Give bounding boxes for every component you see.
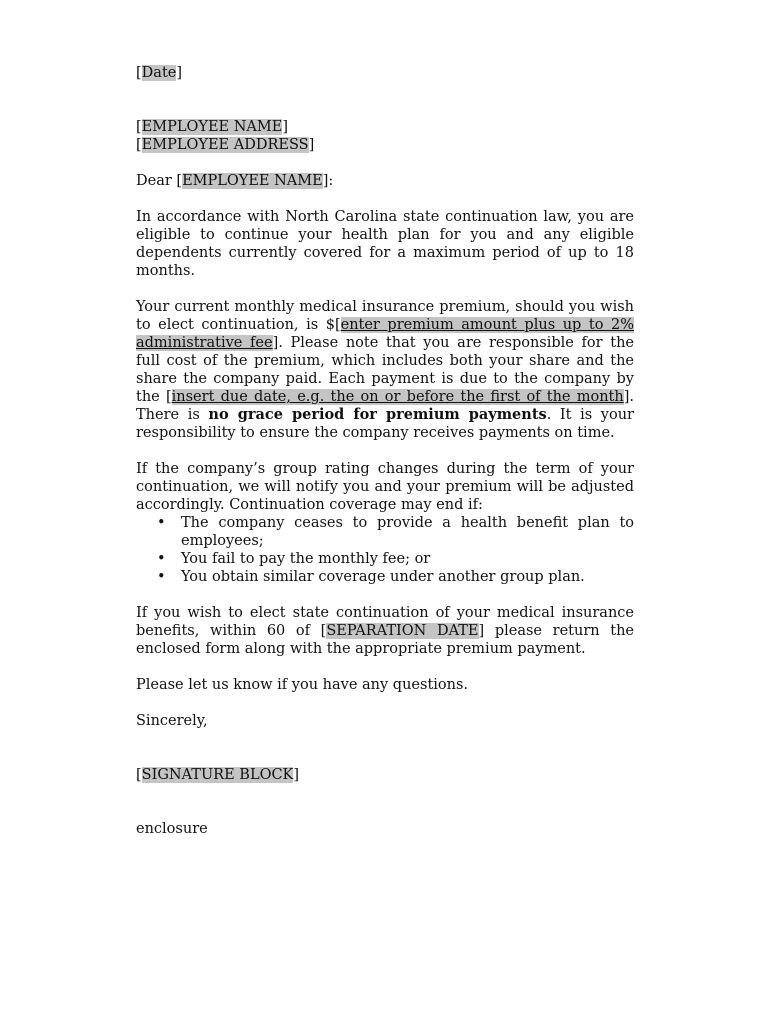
signature-placeholder: SIGNATURE BLOCK: [141, 767, 294, 783]
spacer: [136, 190, 634, 208]
bullet-icon: •: [157, 569, 166, 585]
enclosure-note: enclosure: [136, 821, 208, 837]
date-line: [Date]: [136, 65, 183, 81]
list-item: [136, 514, 634, 550]
date-placeholder: Date: [141, 65, 177, 81]
list-item-text: You fail to pay the monthly fee; or: [181, 551, 431, 567]
premium-text-3: ]. There is: [136, 389, 635, 423]
premium-text-4: . It is your responsibility to ensure the company receives payments on time.: [136, 407, 634, 441]
paragraph-rating-changes: If the company’s group rating changes during the term of your continuation, we will notify you and your premium will be adjusted accordingly. Continuation coverage may end if:: [136, 461, 634, 513]
bullet-icon: •: [157, 515, 166, 531]
salutation: [136, 172, 634, 190]
closing: Sincerely,: [136, 713, 208, 729]
employee-name-placeholder: EMPLOYEE NAME: [141, 119, 283, 135]
spacer: [136, 82, 634, 118]
premium-amount-placeholder: enter premium amount plus up to 2% administrative fee: [136, 317, 634, 351]
spacer: [136, 784, 634, 820]
spacer: [136, 154, 634, 172]
paragraph-premium: [136, 298, 634, 442]
no-grace-period-text: no grace period for premium payments: [208, 406, 547, 423]
spacer: [136, 694, 634, 712]
spacer: [136, 442, 634, 460]
salutation-name-placeholder: EMPLOYEE NAME: [182, 173, 323, 189]
separation-date-placeholder: SEPARATION DATE: [326, 623, 479, 639]
spacer: [136, 658, 634, 676]
list-item: [136, 550, 634, 568]
list-item-text: The company ceases to provide a health benefit plan to employees;: [181, 515, 634, 549]
paragraph-eligibility: In accordance with North Carolina state continuation law, you are eligible to continue your health plan for you and any eligible dependents currently covered for a maximum period of up to 18 months.: [136, 209, 634, 279]
elect-text-2: ] please return the enclosed form along with the appropriate premium payment.: [136, 623, 634, 657]
bullet-icon: •: [157, 551, 166, 567]
list-item: [136, 568, 634, 586]
elect-text-1: If you wish to elect state continuation of your medical insurance benefits, within 60 of [: [136, 605, 634, 639]
employee-address-line: [EMPLOYEE ADDRESS]: [136, 137, 315, 153]
coverage-end-list: [136, 514, 634, 586]
spacer: [136, 280, 634, 298]
spacer: [136, 586, 634, 604]
due-date-placeholder: insert due date, e.g. the on or before the first of the month: [171, 389, 624, 405]
salutation-end: ]:: [322, 173, 334, 189]
employee-name-line: [EMPLOYEE NAME]: [136, 119, 288, 135]
salutation-start: Dear [: [136, 173, 183, 189]
signature-line: [SIGNATURE BLOCK]: [136, 767, 300, 783]
employee-address-placeholder: EMPLOYEE ADDRESS: [141, 137, 309, 153]
paragraph-elect-continuation: [136, 604, 634, 658]
paragraph-questions: Please let us know if you have any questions.: [136, 677, 469, 693]
list-item-text: You obtain similar coverage under another group plan.: [181, 569, 585, 585]
premium-text-1: Your current monthly medical insurance premium, should you wish to elect continuation, is $[: [136, 299, 634, 333]
premium-text-2: ]. Please note that you are responsible for the full cost of the premium, which includes both your share and the share the company paid. Each payment is due to the company by the [: [136, 335, 634, 405]
letter-page: [136, 64, 634, 838]
spacer: [136, 730, 634, 766]
